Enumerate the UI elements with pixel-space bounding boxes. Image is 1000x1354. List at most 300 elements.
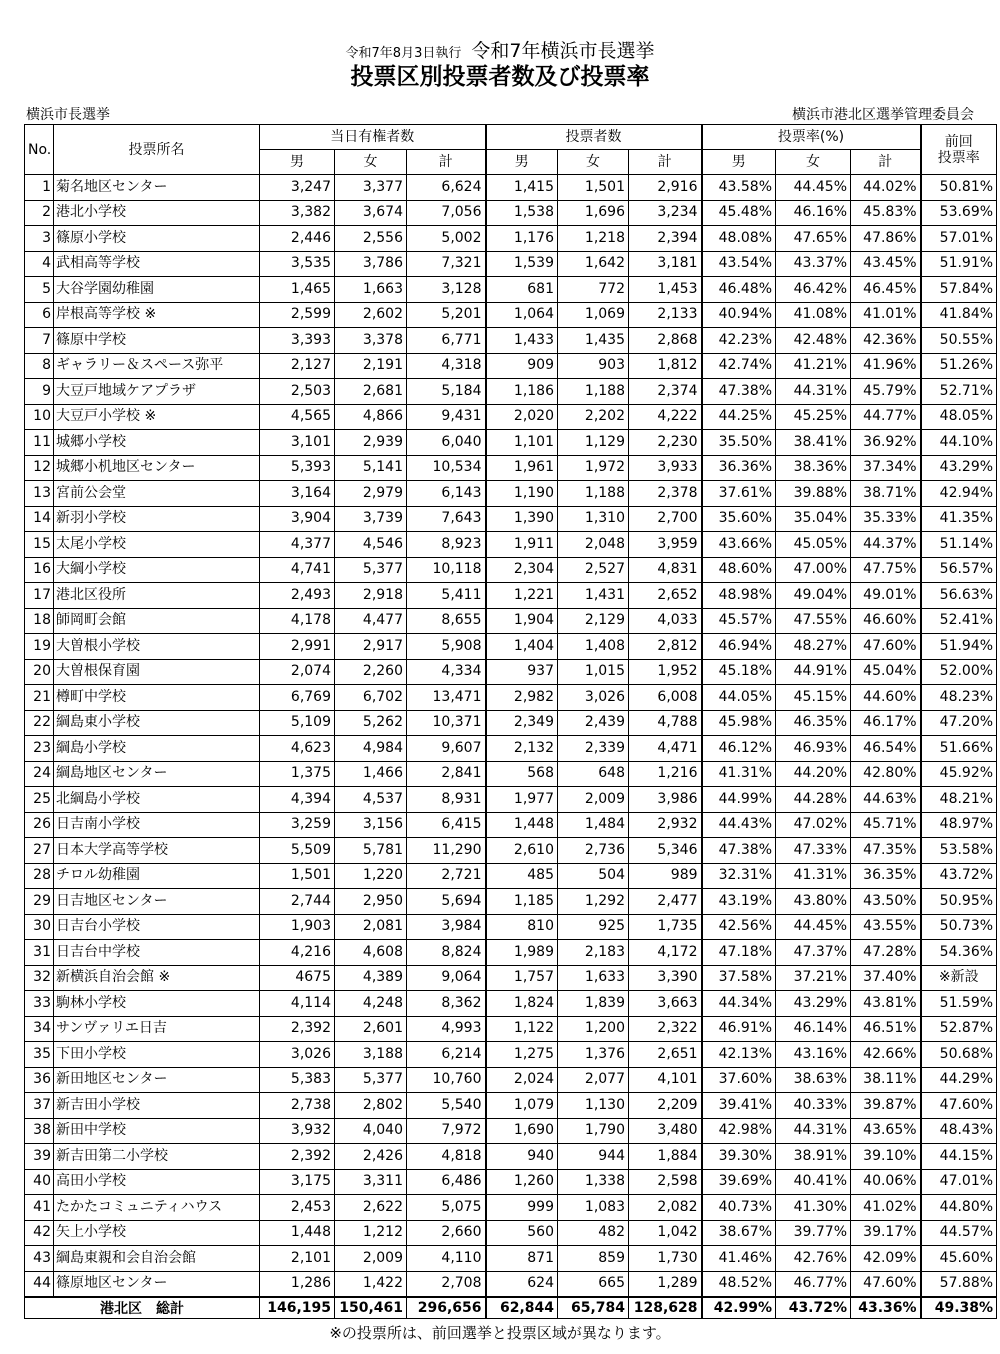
prev-rate: 51.14%: [921, 532, 997, 558]
voters-total: 2,812: [629, 634, 702, 660]
reg-female: 4,537: [335, 787, 407, 813]
table-row: [25, 1271, 997, 1297]
prev-rate: 53.58%: [921, 838, 997, 864]
col-header-rate-male: 男: [702, 150, 776, 175]
reg-female: 4,608: [335, 940, 407, 966]
voters-female: 1,015: [558, 659, 629, 685]
voters-female: 1,218: [558, 226, 629, 252]
total-reg-total: 296,656: [407, 1297, 486, 1319]
station-name: 城郷小机地区センター: [54, 455, 260, 481]
rate-male: 44.05%: [702, 685, 776, 711]
rate-male: 48.98%: [702, 583, 776, 609]
reg-female: 3,311: [335, 1169, 407, 1195]
voters-female: 2,527: [558, 557, 629, 583]
rate-total: 44.02%: [851, 175, 921, 201]
table-row: [25, 710, 997, 736]
rate-male: 42.23%: [702, 328, 776, 354]
voters-male: 1,989: [486, 940, 558, 966]
station-no: 18: [25, 608, 54, 634]
prev-rate: 52.00%: [921, 659, 997, 685]
table-row: [25, 736, 997, 762]
rate-male: 42.74%: [702, 353, 776, 379]
prev-rate: 52.71%: [921, 379, 997, 405]
voters-male: 937: [486, 659, 558, 685]
voters-female: 2,439: [558, 710, 629, 736]
voters-total: 2,082: [629, 1195, 702, 1221]
voters-male: 568: [486, 761, 558, 787]
table-row: [25, 430, 997, 456]
voters-total: 1,289: [629, 1271, 702, 1297]
reg-male: 3,535: [260, 251, 335, 277]
reg-male: 2,738: [260, 1093, 335, 1119]
rate-female: 38.63%: [776, 1067, 851, 1093]
rate-male: 45.98%: [702, 710, 776, 736]
station-no: 33: [25, 991, 54, 1017]
prev-rate: 44.57%: [921, 1220, 997, 1246]
reg-female: 5,781: [335, 838, 407, 864]
station-no: 14: [25, 506, 54, 532]
rate-total: 42.09%: [851, 1246, 921, 1272]
station-no: 34: [25, 1016, 54, 1042]
prev-rate: 48.05%: [921, 404, 997, 430]
table-row: [25, 659, 997, 685]
rate-male: 45.48%: [702, 200, 776, 226]
prev-rate: 47.01%: [921, 1169, 997, 1195]
station-no: 17: [25, 583, 54, 609]
rate-female: 46.42%: [776, 277, 851, 303]
rate-male: 45.18%: [702, 659, 776, 685]
reg-male: 1,903: [260, 914, 335, 940]
prev-rate: 44.80%: [921, 1195, 997, 1221]
rate-female: 38.91%: [776, 1144, 851, 1170]
table-row: [25, 1118, 997, 1144]
reg-male: 5,393: [260, 455, 335, 481]
rate-female: 41.21%: [776, 353, 851, 379]
table-row: [25, 787, 997, 813]
reg-female: 4,546: [335, 532, 407, 558]
rate-female: 39.77%: [776, 1220, 851, 1246]
total-rate-male: 42.99%: [702, 1297, 776, 1319]
rate-female: 35.04%: [776, 506, 851, 532]
rate-female: 46.16%: [776, 200, 851, 226]
voters-total: 3,234: [629, 200, 702, 226]
station-no: 25: [25, 787, 54, 813]
rate-female: 44.31%: [776, 379, 851, 405]
station-no: 42: [25, 1220, 54, 1246]
prev-rate: 41.84%: [921, 302, 997, 328]
voters-total: 4,471: [629, 736, 702, 762]
voters-male: 909: [486, 353, 558, 379]
reg-female: 4,040: [335, 1118, 407, 1144]
voters-male: 1,977: [486, 787, 558, 813]
station-name: 城郷小学校: [54, 430, 260, 456]
station-name: 綱島東親和会自治会館: [54, 1246, 260, 1272]
prev-rate: 56.57%: [921, 557, 997, 583]
table-row: [25, 200, 997, 226]
station-name: 篠原小学校: [54, 226, 260, 252]
rate-total: 42.36%: [851, 328, 921, 354]
station-name: 日吉台中学校: [54, 940, 260, 966]
prev-rate: 47.20%: [921, 710, 997, 736]
reg-total: 10,534: [407, 455, 486, 481]
rate-total: 39.87%: [851, 1093, 921, 1119]
rate-total: 38.11%: [851, 1067, 921, 1093]
voters-total: 2,322: [629, 1016, 702, 1042]
table-row: [25, 277, 997, 303]
station-no: 21: [25, 685, 54, 711]
reg-total: 9,607: [407, 736, 486, 762]
voters-male: 1,190: [486, 481, 558, 507]
rate-total: 41.01%: [851, 302, 921, 328]
station-name: 岸根高等学校 ※: [54, 302, 260, 328]
voters-female: 504: [558, 863, 629, 889]
voters-total: 2,394: [629, 226, 702, 252]
station-no: 15: [25, 532, 54, 558]
voters-female: 1,188: [558, 481, 629, 507]
col-header-rate-female: 女: [776, 150, 851, 175]
reg-total: 6,771: [407, 328, 486, 354]
rate-female: 44.91%: [776, 659, 851, 685]
reg-male: 2,991: [260, 634, 335, 660]
reg-female: 2,602: [335, 302, 407, 328]
reg-female: 5,377: [335, 1067, 407, 1093]
reg-male: 1,375: [260, 761, 335, 787]
voters-male: 2,982: [486, 685, 558, 711]
voters-female: 1,338: [558, 1169, 629, 1195]
station-no: 2: [25, 200, 54, 226]
reg-female: 4,477: [335, 608, 407, 634]
reg-total: 7,056: [407, 200, 486, 226]
station-name: 日吉台小学校: [54, 914, 260, 940]
table-row: [25, 914, 997, 940]
table-row: [25, 1042, 997, 1068]
voters-female: 1,633: [558, 965, 629, 991]
reg-female: 1,663: [335, 277, 407, 303]
voters-total: 1,952: [629, 659, 702, 685]
table-row: [25, 812, 997, 838]
reg-total: 6,040: [407, 430, 486, 456]
table-body: [25, 175, 997, 1297]
voters-total: 3,959: [629, 532, 702, 558]
voters-female: 648: [558, 761, 629, 787]
reg-total: 6,486: [407, 1169, 486, 1195]
voters-total: 3,933: [629, 455, 702, 481]
rate-male: 44.34%: [702, 991, 776, 1017]
rate-male: 42.56%: [702, 914, 776, 940]
rate-male: 46.48%: [702, 277, 776, 303]
reg-male: 4,623: [260, 736, 335, 762]
prev-rate: 45.60%: [921, 1246, 997, 1272]
station-name: 新吉田小学校: [54, 1093, 260, 1119]
reg-female: 2,681: [335, 379, 407, 405]
voters-male: 1,064: [486, 302, 558, 328]
total-rate-female: 43.72%: [776, 1297, 851, 1319]
voters-female: 3,026: [558, 685, 629, 711]
voters-total: 2,598: [629, 1169, 702, 1195]
prev-rate: 48.43%: [921, 1118, 997, 1144]
rate-female: 37.21%: [776, 965, 851, 991]
station-no: 35: [25, 1042, 54, 1068]
prev-rate: 45.92%: [921, 761, 997, 787]
voters-male: 560: [486, 1220, 558, 1246]
station-name: 大曽根保育園: [54, 659, 260, 685]
reg-total: 6,214: [407, 1042, 486, 1068]
reg-male: 4,216: [260, 940, 335, 966]
voters-total: 1,453: [629, 277, 702, 303]
rate-female: 41.08%: [776, 302, 851, 328]
rate-total: 41.02%: [851, 1195, 921, 1221]
station-no: 41: [25, 1195, 54, 1221]
reg-female: 4,866: [335, 404, 407, 430]
reg-female: 3,156: [335, 812, 407, 838]
reg-total: 5,540: [407, 1093, 486, 1119]
reg-total: 4,993: [407, 1016, 486, 1042]
reg-female: 6,702: [335, 685, 407, 711]
reg-male: 5,383: [260, 1067, 335, 1093]
reg-male: 2,599: [260, 302, 335, 328]
station-name: 大豆戸地域ケアプラザ: [54, 379, 260, 405]
rate-total: 45.79%: [851, 379, 921, 405]
reg-male: 2,493: [260, 583, 335, 609]
station-no: 29: [25, 889, 54, 915]
rate-total: 47.35%: [851, 838, 921, 864]
reg-male: 3,393: [260, 328, 335, 354]
reg-male: 2,446: [260, 226, 335, 252]
rate-male: 40.94%: [702, 302, 776, 328]
rate-female: 44.31%: [776, 1118, 851, 1144]
rate-total: 47.60%: [851, 634, 921, 660]
rate-total: 43.81%: [851, 991, 921, 1017]
rate-male: 39.41%: [702, 1093, 776, 1119]
table-row: [25, 557, 997, 583]
rate-male: 43.58%: [702, 175, 776, 201]
total-reg-male: 146,195: [260, 1297, 335, 1319]
reg-female: 3,188: [335, 1042, 407, 1068]
voters-male: 1,757: [486, 965, 558, 991]
reg-female: 3,674: [335, 200, 407, 226]
reg-total: 6,624: [407, 175, 486, 201]
reg-female: 5,141: [335, 455, 407, 481]
reg-male: 2,744: [260, 889, 335, 915]
station-no: 10: [25, 404, 54, 430]
table-row: [25, 583, 997, 609]
voters-total: 1,216: [629, 761, 702, 787]
rate-female: 47.65%: [776, 226, 851, 252]
station-no: 6: [25, 302, 54, 328]
reg-female: 4,984: [335, 736, 407, 762]
rate-female: 46.35%: [776, 710, 851, 736]
reg-male: 1,465: [260, 277, 335, 303]
election-name: 令和7年横浜市長選挙: [471, 40, 655, 62]
rate-female: 40.33%: [776, 1093, 851, 1119]
reg-male: 3,175: [260, 1169, 335, 1195]
station-name: 宮前公会堂: [54, 481, 260, 507]
rate-total: 46.51%: [851, 1016, 921, 1042]
reg-female: 3,378: [335, 328, 407, 354]
voters-female: 1,435: [558, 328, 629, 354]
voters-male: 1,961: [486, 455, 558, 481]
reg-female: 1,220: [335, 863, 407, 889]
station-no: 37: [25, 1093, 54, 1119]
rate-male: 43.66%: [702, 532, 776, 558]
station-no: 31: [25, 940, 54, 966]
reg-male: 3,904: [260, 506, 335, 532]
footnote: ※の投票所は、前回選挙と投票区域が異なります。: [329, 1324, 671, 1342]
table-row: [25, 608, 997, 634]
voters-female: 1,839: [558, 991, 629, 1017]
rate-male: 37.58%: [702, 965, 776, 991]
station-name: 菊名地区センター: [54, 175, 260, 201]
station-name: 駒林小学校: [54, 991, 260, 1017]
reg-total: 10,118: [407, 557, 486, 583]
rate-total: 49.01%: [851, 583, 921, 609]
voters-male: 1,390: [486, 506, 558, 532]
voters-female: 2,009: [558, 787, 629, 813]
col-header-reg-male: 男: [260, 150, 335, 175]
voters-total: 1,042: [629, 1220, 702, 1246]
reg-female: 2,081: [335, 914, 407, 940]
rate-total: 45.71%: [851, 812, 921, 838]
reg-total: 2,708: [407, 1271, 486, 1297]
rate-male: 37.61%: [702, 481, 776, 507]
reg-total: 11,290: [407, 838, 486, 864]
reg-female: 3,377: [335, 175, 407, 201]
voters-male: 2,610: [486, 838, 558, 864]
station-no: 24: [25, 761, 54, 787]
station-name: 新吉田第二小学校: [54, 1144, 260, 1170]
table-row: [25, 1169, 997, 1195]
rate-total: 39.17%: [851, 1220, 921, 1246]
rate-male: 43.54%: [702, 251, 776, 277]
rate-female: 45.05%: [776, 532, 851, 558]
table-row: [25, 965, 997, 991]
station-name: 港北小学校: [54, 200, 260, 226]
voters-male: 2,132: [486, 736, 558, 762]
voters-male: 1,824: [486, 991, 558, 1017]
table-row: [25, 1220, 997, 1246]
rate-total: 36.92%: [851, 430, 921, 456]
total-reg-female: 150,461: [335, 1297, 407, 1319]
station-name: 綱島小学校: [54, 736, 260, 762]
rate-female: 46.93%: [776, 736, 851, 762]
rate-male: 39.30%: [702, 1144, 776, 1170]
table-row: [25, 761, 997, 787]
voters-female: 859: [558, 1246, 629, 1272]
rate-male: 44.99%: [702, 787, 776, 813]
rate-female: 43.29%: [776, 991, 851, 1017]
voters-female: 1,431: [558, 583, 629, 609]
reg-male: 2,503: [260, 379, 335, 405]
rate-total: 43.55%: [851, 914, 921, 940]
reg-female: 2,426: [335, 1144, 407, 1170]
total-row: [25, 1297, 997, 1319]
station-no: 23: [25, 736, 54, 762]
rate-total: 44.63%: [851, 787, 921, 813]
table-row: [25, 685, 997, 711]
voters-total: 2,133: [629, 302, 702, 328]
rate-male: 32.31%: [702, 863, 776, 889]
reg-total: 2,721: [407, 863, 486, 889]
col-header-rate-total: 計: [851, 150, 921, 175]
reg-female: 3,786: [335, 251, 407, 277]
total-voters-total: 128,628: [629, 1297, 702, 1319]
prev-rate: 50.81%: [921, 175, 997, 201]
reg-female: 1,466: [335, 761, 407, 787]
rate-total: 38.71%: [851, 481, 921, 507]
rate-female: 48.27%: [776, 634, 851, 660]
table-row: [25, 455, 997, 481]
prev-rate: 51.91%: [921, 251, 997, 277]
prev-rate: 51.26%: [921, 353, 997, 379]
prev-rate: 50.95%: [921, 889, 997, 915]
voters-male: 1,260: [486, 1169, 558, 1195]
station-name: 篠原地区センター: [54, 1271, 260, 1297]
station-no: 11: [25, 430, 54, 456]
voters-female: 1,642: [558, 251, 629, 277]
prev-rate: 44.15%: [921, 1144, 997, 1170]
rate-female: 43.37%: [776, 251, 851, 277]
station-name: 新田地区センター: [54, 1067, 260, 1093]
prev-rate: 50.55%: [921, 328, 997, 354]
table-row: [25, 328, 997, 354]
rate-total: 41.96%: [851, 353, 921, 379]
reg-female: 2,979: [335, 481, 407, 507]
voters-total: 6,008: [629, 685, 702, 711]
station-name: 太尾小学校: [54, 532, 260, 558]
reg-female: 3,739: [335, 506, 407, 532]
voters-total: 4,831: [629, 557, 702, 583]
prev-rate: 56.63%: [921, 583, 997, 609]
rate-male: 46.91%: [702, 1016, 776, 1042]
reg-female: 2,622: [335, 1195, 407, 1221]
station-no: 36: [25, 1067, 54, 1093]
rate-male: 42.13%: [702, 1042, 776, 1068]
station-name: 日吉地区センター: [54, 889, 260, 915]
col-header-voters-male: 男: [486, 150, 558, 175]
station-name: 矢上小学校: [54, 1220, 260, 1246]
rate-total: 43.50%: [851, 889, 921, 915]
voters-total: 2,868: [629, 328, 702, 354]
table-row: [25, 991, 997, 1017]
prev-rate: 50.68%: [921, 1042, 997, 1068]
table-row: [25, 226, 997, 252]
reg-total: 9,431: [407, 404, 486, 430]
rate-total: 37.34%: [851, 455, 921, 481]
station-no: 30: [25, 914, 54, 940]
voters-female: 665: [558, 1271, 629, 1297]
rate-total: 44.77%: [851, 404, 921, 430]
station-no: 38: [25, 1118, 54, 1144]
reg-male: 4,114: [260, 991, 335, 1017]
reg-female: 2,191: [335, 353, 407, 379]
station-name: 大豆戸小学校 ※: [54, 404, 260, 430]
station-name: 新羽小学校: [54, 506, 260, 532]
voters-female: 2,077: [558, 1067, 629, 1093]
rate-total: 44.37%: [851, 532, 921, 558]
reg-male: 3,247: [260, 175, 335, 201]
rate-female: 44.20%: [776, 761, 851, 787]
prev-rate: 43.29%: [921, 455, 997, 481]
rate-female: 45.25%: [776, 404, 851, 430]
reg-total: 8,824: [407, 940, 486, 966]
rate-total: 47.28%: [851, 940, 921, 966]
rate-female: 49.04%: [776, 583, 851, 609]
reg-male: 3,382: [260, 200, 335, 226]
voters-total: 4,101: [629, 1067, 702, 1093]
rate-female: 47.02%: [776, 812, 851, 838]
station-name: たかたコミュニティハウス: [54, 1195, 260, 1221]
station-name: ギャラリー＆スペース弥平: [54, 353, 260, 379]
